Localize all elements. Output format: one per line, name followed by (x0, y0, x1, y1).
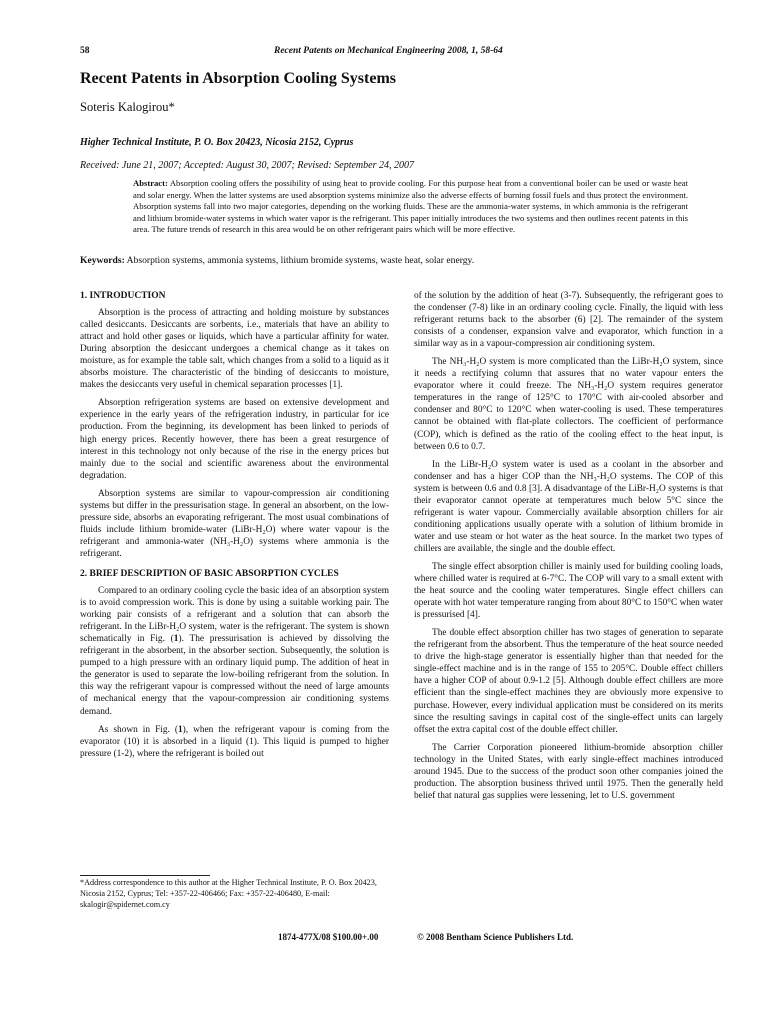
footnote: *Address correspondence to this author at the Higher Technical Institute, P. O. Box 20423, Nicosia 2152, Cyprus; Tel: +357-22-406466; Fax: +357-22-406480, E-mail: skalogir@spidernet.com.cy (80, 878, 377, 909)
footnote-divider (80, 875, 210, 876)
author-name: Soteris Kalogirou* (80, 100, 175, 114)
submission-dates: Received: June 21, 2007; Accepted: August 30, 2007; Revised: September 24, 2007 (80, 160, 414, 171)
paragraph (80, 585, 389, 718)
section-heading-introduction: 1. INTRODUCTION (80, 291, 166, 301)
paragraph: of the solution by the addition of heat (3-7). Subsequently, the refrigerant goes to the condenser (7-8) like in an ordinary cooling cycle. Finally, the liquid with less refrigerant returns back to the absorber (6) [2]. The remainder of the system consists of a condenser, expansion valve and evaporator, which function in a similar way as in a vapour-compression air conditioning system. (414, 291, 723, 350)
paragraph: The double effect absorption chiller has two stages of generation to separate the refrigerant from the absorbent. Thus the temperature of the heat source needed to drive the high-stage generator is essentially higher than that needed for the single-effect machine and is in the range of 155 to 205°C. Double effect chillers have a higher COP of about 0.9-1.2 [5]. Although double effect chillers are more efficient than the single-effect machines they are obviously more expensive to purchase. However, every individual application must be considered on its merits since the resulting savings in capital cost of the single-effect units can largely offset the extra capital cost of the double effect chiller. (414, 628, 723, 735)
paragraph: Absorption systems are similar to vapour-compression air conditioning systems but differ in the pressurisation stage. In general an absorbent, on the low-pressure side, absorbs an evaporating refrigerant. The most usual combinations of fluids include lithium bromide-water (LiBr-H₂O) where water vapour is the refrigerant and ammonia-water (NH₃-H₂O) systems where ammonia is the refrigerant. (80, 488, 389, 559)
author-affiliation: Higher Technical Institute, P. O. Box 20423, Nicosia 2152, Cyprus (80, 137, 354, 148)
paragraph: The NH₃-H₂O system is more complicated than the LiBr-H₂O system, since it needs a rectifying column that assures that no water vapour enters the evaporator where it could freeze. The NH₃-H₂O system requires generator temperatures in the range of 125°C to 170°C with air-cooled absorber and condenser and 80°C to 120°C when water-cooling is used. These temperatures cannot be obtained with flat-plate collectors. The coefficient of performance (COP), which is defined as the ratio of the cooling effect to the heat input, is between 0.6 to 0.7. (414, 357, 723, 452)
paragraph: Absorption refrigeration systems are based on extensive development and experience in the early years of the refrigeration industry, in particular for ice production. From the beginning, its development has been linked to periods of high energy prices. Recently however, there has been a great resurgence of interest in this technology not only because of the rise in the energy prices but mainly due to the social and scientific awareness about the environmental degradation. (80, 398, 389, 481)
right-column (414, 290, 723, 808)
abstract-label: Abstract: (133, 178, 168, 188)
paper-title: Recent Patents in Absorption Cooling Systems (80, 70, 397, 87)
abstract-text: Absorption cooling offers the possibility of using heat to provide cooling. For this purpose heat from a conventional boiler can be used or waste heat and solar energy. When the latter systems are used absorption systems minimize also the adverse effects of burning fossil fuels and thus protect the environment. Absorption systems fall into two major categories, depending on the working fluids. These are the ammonia-water systems, in which ammonia is the refrigerant and lithium bromide-water systems in which water vapor is the refrigerant. This paper initially introduces the two systems and then outlines recent patents in this area. The future trends of research in this area would be on other refrigerant pairs which will be more effective. (133, 178, 688, 235)
paragraph: Absorption is the process of attracting and holding moisture by substances called desiccants. Desiccants are sorbents, i.e., materials that have an ability to attract and hold other gases or liquids, which have a particular affinity for water. During absorption the desiccant undergoes a chemical change as it takes on moisture, as for example the table salt, which changes from a solid to a liquid as it absorbs moisture. The characteristic of the binding of desiccants to moisture, makes the desiccants very useful in chemical separation processes [1]. (80, 308, 389, 391)
keywords-text: Absorption systems, ammonia systems, lithium bromide systems, waste heat, solar energy. (124, 255, 475, 266)
paragraph: The single effect absorption chiller is mainly used for building cooling loads, where chilled water is required at 6-7°C. The COP will vary to a small extent with the heat source and the cooling water temperatures. Single effect chillers can operate with hot water temperature ranging from about 80°C to 150°C when water is pressurised [4]. (414, 561, 723, 621)
paragraph: In the LiBr-H₂O system water is used as a coolant in the absorber and condenser and has a higer COP than the NH₃-H₂O systems. The COP of this system is between 0.6 and 0.8 [3]. A disadvantage of the LiBr-H₂O systems is that their evaporator cannot operate at temperatures much below 5°C since the refrigerant is water vapour. Commercially available absorption chillers for air conditioning applications usually operate with a solution of lithium bromide in water and use steam or hot water as the heat source. In the market two types of chillers are available, the single and the double effect. (414, 459, 723, 554)
section-heading-absorption-cycles: 2. BRIEF DESCRIPTION OF BASIC ABSORPTION CYCLES (80, 568, 339, 579)
paragraph-text: As shown in Fig. ( (98, 724, 178, 735)
paragraph-text: Compared to an ordinary cooling cycle the basic idea of an absorption system is to avoid compression work. This is done by using a suitable working pair. The working pair consists of a refrigerant and a solution that can absorb the refrigerant. In the LiBr-H₂O system, water is the refrigerant. The system is shown schematically in Fig. ( (80, 586, 389, 645)
keywords-label: Keywords: (80, 255, 125, 266)
page-number: 58 (80, 46, 90, 56)
paragraph (80, 724, 389, 760)
abstract (133, 178, 688, 236)
left-column (80, 290, 389, 766)
paragraph-text: ). The pressurisation is achieved by dissolving the refrigerant in the absorbent, in the absorber section. Subsequently, the solution is pumped to a high pressure with an ordinary liquid pump. The addition of heat in the generator is used to separate the low-boiling refrigerant from the solution. In this way the refrigerant vapour is compressed without the need of large amounts of mechanical energy that the vapour-compression air conditioning systems demand. (80, 634, 390, 717)
journal-citation: Recent Patents on Mechanical Engineering 2008, 1, 58-64 (274, 46, 503, 56)
paragraph: The Carrier Corporation pioneered lithium-bromide absorption chiller technology in the United States, with early single-effect machines introduced around 1945. Due to the success of the product soon other companies joined the production. The absorption business thrived until 1975. Then the generally held belief that natural gas supplies were lessening, let to U.S. government (414, 742, 723, 801)
keywords (80, 255, 688, 266)
footer-publisher: © 2008 Bentham Science Publishers Ltd. (417, 932, 574, 942)
paragraph-text: ), when the refrigerant vapour is coming from the evaporator (10) it is absorbed in a liquid (1). This liquid is pumped to higher pressure (1-2), where the refrigerant is boiled out (80, 724, 389, 759)
figure-reference: 1 (177, 724, 183, 735)
footer-issn-price: 1874-477X/08 $100.00+.00 (278, 932, 379, 942)
figure-reference: 1 (173, 634, 179, 645)
